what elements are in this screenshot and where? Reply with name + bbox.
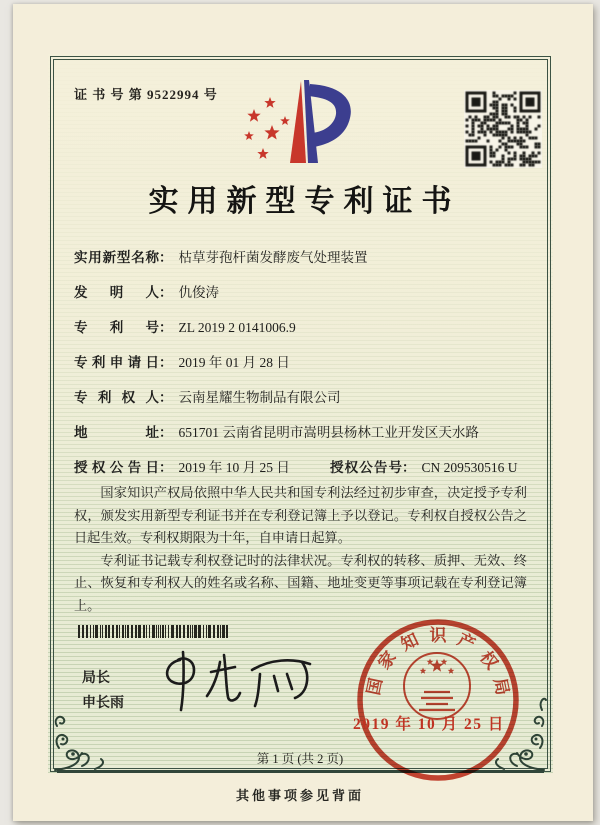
field-row-name bbox=[74, 246, 368, 266]
field-row-address bbox=[74, 421, 479, 441]
svg-text:家: 家 bbox=[374, 647, 400, 673]
cnipa-logo-icon bbox=[228, 70, 372, 170]
page-number: 第 1 页 (共 2 页) bbox=[256, 752, 344, 766]
svg-text:国: 国 bbox=[363, 676, 386, 697]
director-title: 局长 bbox=[82, 671, 110, 686]
seal-date: 2019 年 10 月 25 日 bbox=[353, 716, 505, 733]
colon: ： bbox=[159, 425, 173, 440]
legal-text bbox=[74, 482, 527, 618]
field-row-inventor bbox=[74, 281, 219, 301]
field-value: 2019 年 10 月 25 日 bbox=[178, 460, 290, 475]
colon: ： bbox=[159, 460, 173, 475]
director-name: 申长雨 bbox=[82, 696, 124, 711]
back-side-note: 其他事项参见背面 bbox=[235, 788, 364, 803]
director-block bbox=[82, 666, 124, 716]
field-value: 仇俊涛 bbox=[178, 285, 219, 300]
field-label: 授权公告号 bbox=[330, 460, 402, 475]
field-row-grant-date bbox=[74, 456, 290, 476]
legal-paragraph-2: 专利证书记载专利权登记时的法律状况。专利权的转移、质押、无效、终止、恢复和专利权人的姓名或名称、国籍、地址变更等事项记载在专利登记簿上。 bbox=[74, 552, 527, 613]
colon: ： bbox=[159, 285, 173, 300]
field-row-grant-number bbox=[330, 456, 518, 476]
colon: ： bbox=[159, 355, 173, 370]
qr-code bbox=[464, 90, 542, 168]
field-value: 枯草芽孢杆菌发酵废气处理装置 bbox=[178, 250, 368, 265]
svg-text:知: 知 bbox=[397, 629, 422, 655]
svg-text:权: 权 bbox=[476, 647, 502, 673]
barcode bbox=[78, 625, 233, 638]
field-value: ZL 2019 2 0141006.9 bbox=[178, 320, 296, 335]
field-value: 云南星耀生物制品有限公司 bbox=[178, 390, 341, 405]
field-label: 地址 bbox=[74, 425, 159, 440]
field-label: 专利权人 bbox=[74, 390, 159, 405]
svg-text:产: 产 bbox=[454, 629, 479, 655]
field-value: 651701 云南省昆明市嵩明县杨林工业开发区天水路 bbox=[178, 425, 479, 440]
official-seal bbox=[338, 600, 538, 800]
field-label: 专利号 bbox=[74, 320, 159, 335]
field-label: 专利申请日 bbox=[74, 355, 159, 370]
field-value: CN 209530516 U bbox=[421, 460, 518, 475]
svg-text:局: 局 bbox=[490, 676, 513, 697]
colon: ： bbox=[159, 320, 173, 335]
colon: ： bbox=[402, 460, 416, 475]
svg-text:识: 识 bbox=[429, 626, 447, 645]
certificate-number: 证 书 号 第 9522994 号 bbox=[74, 87, 218, 102]
colon: ： bbox=[159, 250, 173, 265]
legal-paragraph-1: 国家知识产权局依照中华人民共和国专利法经过初步审查，决定授予专利权，颁发实用新型专利证书并在专利登记簿上予以登记。专利权自授权公告之日起生效。专利权期限为十年，自申请日起算。 bbox=[74, 485, 527, 546]
director-signature bbox=[150, 646, 340, 724]
field-label: 发明人 bbox=[74, 285, 159, 300]
field-value: 2019 年 01 月 28 日 bbox=[178, 355, 290, 370]
field-label: 授权公告日 bbox=[74, 460, 159, 475]
certificate-title: 实用新型专利证书 bbox=[148, 185, 461, 218]
field-row-patentee bbox=[74, 386, 341, 406]
colon: ： bbox=[159, 390, 173, 405]
field-label: 实用新型名称 bbox=[74, 250, 159, 265]
field-row-patent-number bbox=[74, 316, 296, 336]
field-row-filing-date bbox=[74, 351, 290, 371]
